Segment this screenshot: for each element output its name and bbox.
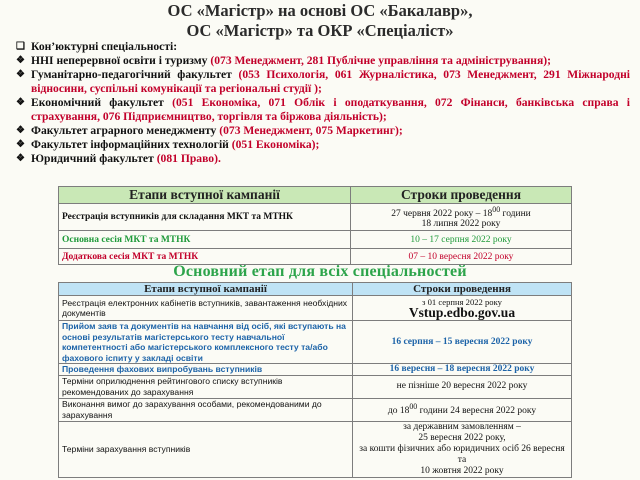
faculty-name: Факультет аграрного менеджменту <box>31 124 220 137</box>
stage-cell: Додаткова сесія МКТ та МТНК <box>59 249 351 265</box>
dates-tail: години <box>500 209 531 220</box>
dates-tail: години 24 вересня 2022 року <box>417 406 537 417</box>
faculty-name: Факультет інформаційних технологій <box>31 138 232 151</box>
faculty-specialties: (073 Менеджмент, 075 Маркетинг); <box>219 124 403 137</box>
page-title-line-1: ОС «Магістр» на основі ОС «Бакалавр», <box>167 1 473 20</box>
dates-cell: 07 – 10 вересня 2022 року <box>351 249 572 265</box>
dates-text: з 01 серпня 2022 року <box>422 297 502 307</box>
faculty-specialties: (081 Право). <box>156 152 221 165</box>
faculty-specialties: (053 Психологія, 061 Журналістика, 073 Менеджмент, 291 Міжнародні відносини, суспільні комунікації та регіональні студії ); <box>31 68 630 95</box>
stage-cell: Основна сесія МКТ та МТНК <box>59 231 351 249</box>
diamond-bullet-icon: ❖ <box>16 153 25 164</box>
dates-text: до 18 <box>387 406 410 417</box>
main-stage-table <box>58 282 572 478</box>
list-item <box>16 68 630 96</box>
dates-sup: 00 <box>492 204 501 214</box>
dates-cell <box>353 398 572 421</box>
list-item <box>16 124 630 138</box>
dates-cell <box>353 296 572 321</box>
table-header-row <box>59 283 572 296</box>
dates-cell: 16 серпня – 15 вересня 2022 року <box>353 321 572 364</box>
table-row <box>59 364 572 376</box>
dates-cell: 10 – 17 серпня 2022 року <box>351 231 572 249</box>
list-heading-text: Кон’юктурні спеціальності: <box>31 40 178 53</box>
table-row <box>59 296 572 321</box>
dates-cell <box>351 204 572 231</box>
diamond-bullet-icon: ❖ <box>16 69 25 80</box>
dates-line: за державним замовленням – <box>403 421 521 432</box>
dates-line: 25 вересня 2022 року, <box>418 432 506 443</box>
dates-cell <box>353 421 572 477</box>
table-row <box>59 375 572 398</box>
checkbox-icon: ❑ <box>16 41 25 52</box>
stage-cell: Виконання вимог до зарахування особами, рекомендованими до зарахування <box>59 398 353 421</box>
faculty-name: ННІ неперервної освіти і туризму <box>31 54 211 67</box>
table-row <box>59 421 572 477</box>
list-item <box>16 96 630 124</box>
faculty-name: Юридичний факультет <box>31 152 157 165</box>
diamond-bullet-icon: ❖ <box>16 125 25 136</box>
page-title-line-2: ОС «Магістр» та ОКР «Спеціаліст» <box>186 21 454 40</box>
diamond-bullet-icon: ❖ <box>16 55 25 66</box>
list-item <box>16 152 630 166</box>
table-row <box>59 398 572 421</box>
stage-cell: Реєстрація вступників для складання МКТ та МТНК <box>59 204 351 231</box>
table-header-row <box>59 187 572 204</box>
faculty-name: Економічний факультет <box>31 96 173 109</box>
faculty-name: Гуманітарно-педагогічний факультет <box>31 68 239 81</box>
stage-cell: Проведення фахових випробувань вступників <box>59 364 353 376</box>
dates-text: 27 червня 2022 року – 18 <box>391 209 493 220</box>
list-heading <box>16 40 630 54</box>
list-item <box>16 54 630 68</box>
dates-line: за кошти фізичних або юридичних осіб 26 вересня та <box>359 443 565 465</box>
faculty-specialties: (051 Економіка, 071 Облік і оподаткування, 072 Фінанси, банківська справа і страхування, 076 Підприємництво, торгівля та біржова діяльність); <box>31 96 630 123</box>
faculty-specialties: (073 Менеджмент, 281 Публічне управління та адміністрування); <box>210 54 551 67</box>
website-link[interactable]: Vstup.edbo.gov.ua <box>408 304 516 320</box>
specialties-list <box>16 40 630 166</box>
tests-schedule-table <box>58 186 572 265</box>
diamond-bullet-icon: ❖ <box>16 139 25 150</box>
diamond-bullet-icon: ❖ <box>16 97 25 108</box>
stage-cell: Реєстрація електронних кабінетів вступників, завантаження необхідних документів <box>59 296 353 321</box>
dates-line: 10 жовтня 2022 року <box>420 465 504 476</box>
column-header-stage: Етапи вступної кампанії <box>59 187 351 204</box>
stage-cell: Терміни оприлюднення рейтингового списку вступників рекомендованих до зарахування <box>59 375 353 398</box>
table-row <box>59 231 572 249</box>
column-header-stage: Етапи вступної кампанії <box>59 283 353 296</box>
table-row <box>59 321 572 364</box>
stage-cell: Прийом заяв та документів на навчання від осіб, які вступають на основі результатів магістерського тесту навчальної компетентності або магістерського комплексного тесту та/або фахового іспиту у закладі освіти <box>59 321 353 364</box>
stage-cell: Терміни зарахування вступників <box>59 421 353 477</box>
dates-cell: не пізніше 20 вересня 2022 року <box>353 375 572 398</box>
column-header-dates: Строки проведення <box>353 283 572 296</box>
dates-text-2: 18 липня 2022 року <box>421 219 501 230</box>
dates-sup: 00 <box>409 402 418 412</box>
dates-cell: 16 вересня – 18 вересня 2022 року <box>353 364 572 376</box>
faculty-specialties: (051 Економіка); <box>231 138 320 151</box>
table-row <box>59 204 572 231</box>
main-stage-banner: Основний етап для всіх спеціальностей <box>173 263 467 280</box>
list-item <box>16 138 630 152</box>
column-header-dates: Строки проведення <box>351 187 572 204</box>
